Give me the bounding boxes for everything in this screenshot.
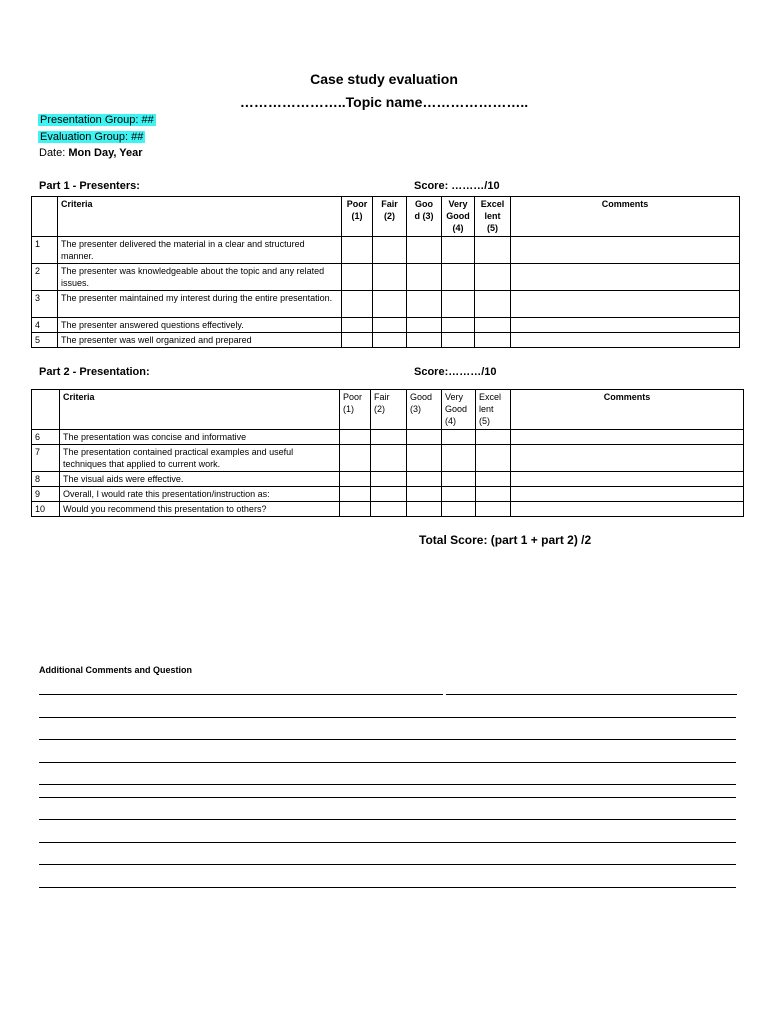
criteria-text: The presentation was concise and informative [60, 430, 340, 445]
poor-cell[interactable] [342, 237, 373, 264]
additional-comments-heading: Additional Comments and Question [39, 665, 193, 675]
very-good-cell[interactable] [442, 472, 476, 487]
excellent-cell[interactable] [476, 445, 511, 472]
comment-line[interactable] [39, 717, 736, 718]
good-cell[interactable] [407, 472, 442, 487]
fair-header: Fair (2) [373, 197, 407, 237]
row-number: 1 [32, 237, 58, 264]
very-good-cell[interactable] [442, 318, 475, 333]
comments-cell[interactable] [511, 291, 740, 318]
excellent-cell[interactable] [476, 430, 511, 445]
good-cell[interactable] [407, 333, 442, 348]
excellent-cell[interactable] [475, 291, 511, 318]
excellent-cell[interactable] [476, 502, 511, 517]
fair-cell[interactable] [371, 472, 407, 487]
part2-table [31, 389, 744, 517]
date-line [39, 147, 143, 159]
excellent-cell[interactable] [476, 487, 511, 502]
fair-cell[interactable] [373, 264, 407, 291]
comments-cell[interactable] [511, 318, 740, 333]
very-good-header: Very Good (4) [442, 390, 476, 430]
comment-line[interactable] [39, 842, 736, 843]
part2-heading: Part 2 - Presentation: [39, 366, 150, 378]
criteria-text: Overall, I would rate this presentation/instruction as: [60, 487, 340, 502]
table-row [32, 264, 740, 291]
table-row [32, 502, 744, 517]
part1-score: Score: ………/10 [414, 180, 500, 192]
poor-cell[interactable] [340, 502, 371, 517]
comments-cell[interactable] [511, 430, 744, 445]
fair-cell[interactable] [373, 291, 407, 318]
good-cell[interactable] [407, 445, 442, 472]
poor-cell[interactable] [340, 487, 371, 502]
poor-cell[interactable] [342, 318, 373, 333]
excellent-header: Excel lent (5) [476, 390, 511, 430]
part1-heading: Part 1 - Presenters: [39, 180, 140, 192]
very-good-cell[interactable] [442, 445, 476, 472]
row-number: 3 [32, 291, 58, 318]
excellent-cell[interactable] [475, 237, 511, 264]
comment-line[interactable] [39, 797, 736, 798]
criteria-header: Criteria [60, 390, 340, 430]
table-row [32, 333, 740, 348]
row-number: 6 [32, 430, 60, 445]
very-good-cell[interactable] [442, 237, 475, 264]
criteria-text: Would you recommend this presentation to others? [60, 502, 340, 517]
criteria-text: The presenter answered questions effectively. [58, 318, 342, 333]
topic-name: …………………..Topic name………………….. [239, 94, 529, 110]
good-cell[interactable] [407, 264, 442, 291]
presentation-group: Presentation Group: ## [40, 114, 154, 126]
comment-line[interactable] [39, 694, 443, 695]
row-number: 5 [32, 333, 58, 348]
fair-cell[interactable] [371, 487, 407, 502]
comment-line[interactable] [39, 739, 736, 740]
criteria-text: The presenter was well organized and prepared [58, 333, 342, 348]
good-cell[interactable] [407, 237, 442, 264]
comment-line[interactable] [39, 784, 736, 785]
comment-line[interactable] [446, 694, 737, 695]
poor-header: Poor (1) [340, 390, 371, 430]
good-cell[interactable] [407, 430, 442, 445]
comment-line[interactable] [39, 762, 736, 763]
criteria-text: The presenter maintained my interest during the entire presentation. [58, 291, 342, 318]
row-number: 7 [32, 445, 60, 472]
poor-cell[interactable] [340, 445, 371, 472]
very-good-cell[interactable] [442, 333, 475, 348]
excellent-header: Excel lent (5) [475, 197, 511, 237]
very-good-header: Very Good (4) [442, 197, 475, 237]
criteria-text: The presentation contained practical examples and useful techniques that applied to current work. [60, 445, 340, 472]
comments-header: Comments [511, 197, 740, 237]
excellent-cell[interactable] [476, 472, 511, 487]
fair-cell[interactable] [371, 445, 407, 472]
poor-cell[interactable] [342, 333, 373, 348]
comment-line[interactable] [39, 887, 736, 888]
comments-cell[interactable] [511, 445, 744, 472]
poor-cell[interactable] [340, 472, 371, 487]
row-number: 4 [32, 318, 58, 333]
very-good-cell[interactable] [442, 291, 475, 318]
row-number: 10 [32, 502, 60, 517]
date-label: Date: [39, 147, 69, 159]
comment-line[interactable] [39, 864, 736, 865]
total-score: Total Score: (part 1 + part 2) /2 [419, 533, 592, 547]
comments-cell[interactable] [511, 487, 744, 502]
table-row [32, 291, 740, 318]
comment-line[interactable] [39, 819, 736, 820]
comments-cell[interactable] [511, 237, 740, 264]
row-number: 8 [32, 472, 60, 487]
good-cell[interactable] [407, 318, 442, 333]
good-cell[interactable] [407, 291, 442, 318]
evaluation-group: Evaluation Group: ## [40, 131, 144, 143]
fair-cell[interactable] [371, 502, 407, 517]
table-row [32, 487, 744, 502]
comments-header: Comments [511, 390, 744, 430]
excellent-cell[interactable] [475, 264, 511, 291]
part2-header-row [32, 390, 744, 430]
part1-header-row [32, 197, 740, 237]
comments-cell[interactable] [511, 264, 740, 291]
table-row [32, 237, 740, 264]
fair-header: Fair (2) [371, 390, 407, 430]
comments-cell[interactable] [511, 333, 740, 348]
poor-cell[interactable] [340, 430, 371, 445]
fair-cell[interactable] [373, 318, 407, 333]
very-good-cell[interactable] [442, 502, 476, 517]
part1-table [31, 196, 740, 348]
number-header [32, 390, 60, 430]
poor-cell[interactable] [342, 264, 373, 291]
very-good-cell[interactable] [442, 264, 475, 291]
good-header: Goo d (3) [407, 197, 442, 237]
row-number: 9 [32, 487, 60, 502]
comments-cell[interactable] [511, 502, 744, 517]
criteria-text: The presenter was knowledgeable about the topic and any related issues. [58, 264, 342, 291]
page-title: Case study evaluation [310, 71, 458, 87]
part2-score: Score:………/10 [414, 366, 497, 378]
table-row [32, 430, 744, 445]
criteria-text: The visual aids were effective. [60, 472, 340, 487]
criteria-text: The presenter delivered the material in a clear and structured manner. [58, 237, 342, 264]
poor-header: Poor (1) [342, 197, 373, 237]
good-cell[interactable] [407, 502, 442, 517]
table-row [32, 318, 740, 333]
very-good-cell[interactable] [442, 430, 476, 445]
good-header: Good (3) [407, 390, 442, 430]
excellent-cell[interactable] [475, 333, 511, 348]
fair-cell[interactable] [373, 333, 407, 348]
row-number: 2 [32, 264, 58, 291]
comments-cell[interactable] [511, 472, 744, 487]
number-header [32, 197, 58, 237]
poor-cell[interactable] [342, 291, 373, 318]
good-cell[interactable] [407, 487, 442, 502]
fair-cell[interactable] [371, 430, 407, 445]
excellent-cell[interactable] [475, 318, 511, 333]
table-row [32, 472, 744, 487]
date-value: Mon Day, Year [68, 147, 143, 159]
table-row [32, 445, 744, 472]
criteria-header: Criteria [58, 197, 342, 237]
fair-cell[interactable] [373, 237, 407, 264]
very-good-cell[interactable] [442, 487, 476, 502]
